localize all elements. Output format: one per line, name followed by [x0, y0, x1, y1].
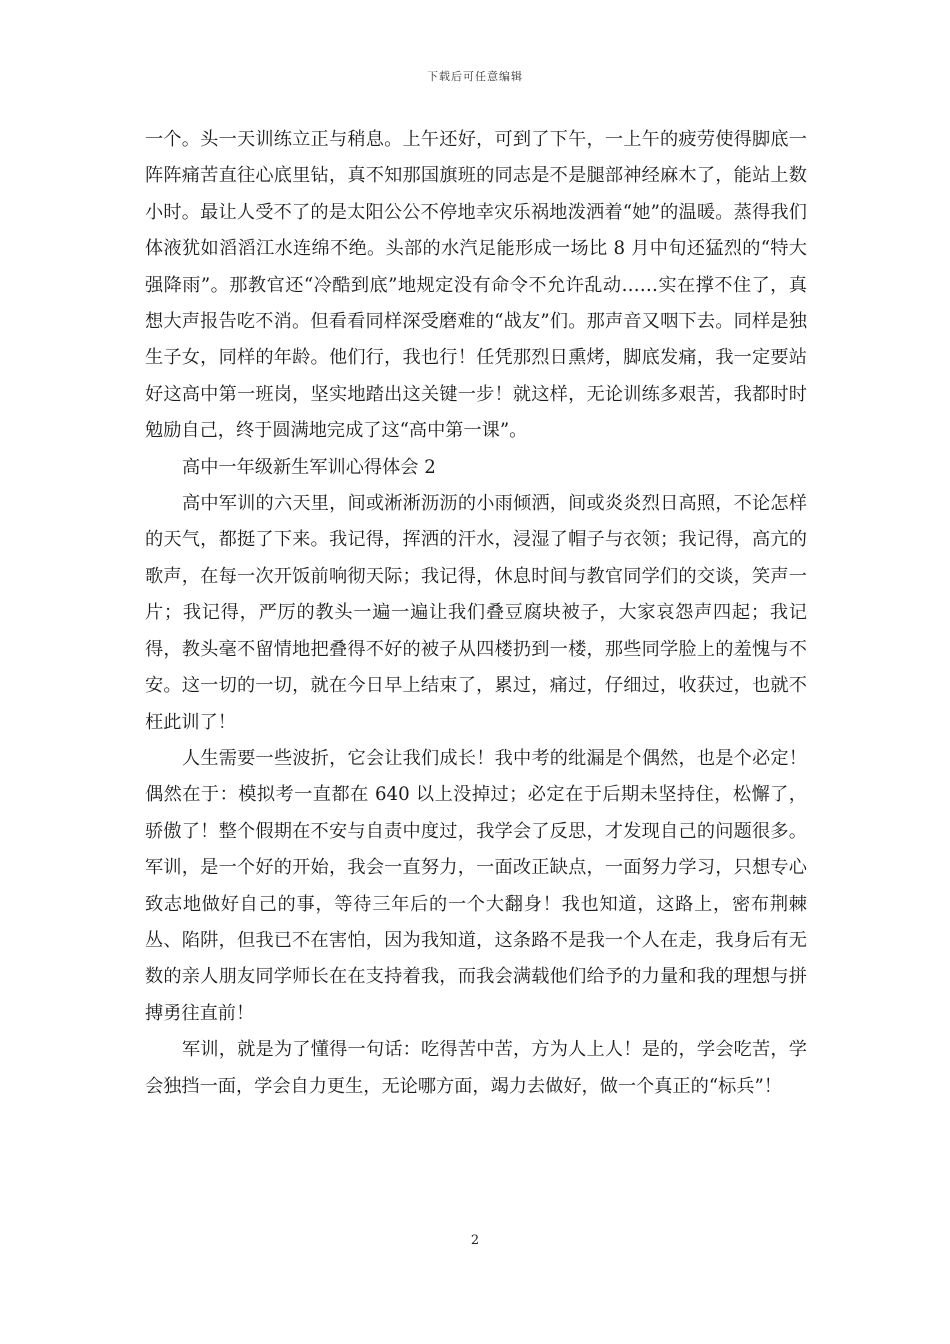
document-body	[145, 122, 807, 1105]
body-paragraph-memories: 高中军训的六天里，间或淅淅沥沥的小雨倾洒，间或炎炎烈日高照，不论怎样的天气，都挺了下来。我记得，挥洒的汗水，浸湿了帽子与衣领；我记得，高亢的歌声，在每一次开饭前响彻天际；我记得，休息时间与教官同学们的交谈，笑声一片；我记得，严厉的教头一遍一遍让我们叠豆腐块被子，大家哀怨声四起；我记得，教头毫不留情地把叠得不好的被子从四楼扔到一楼，那些同学脸上的羞愧与不安。这一切的一切，就在今日早上结束了，累过，痛过，仔细过，收获过，也就不枉此训了！	[145, 493, 807, 733]
page-number: 2	[470, 1233, 480, 1248]
body-paragraph-reflection: 人生需要一些波折，它会让我们成长！我中考的纰漏是个偶然，也是个必定！偶然在于：模拟考一直都在 640 以上没掉过；必定在于后期未坚持住，松懈了，骄傲了！整个假期在不安与自责中度过，我学会了反思，才发现自己的问题很多。军训，是一个好的开始，我会一直努力，一面改正缺点，一面努力学习，只想专心致志地做好自己的事，等待三年后的一个大翻身！我也知道，这路上，密布荆棘丛、陷阱，但我已不在害怕，因为我知道，这条路不是我一个人在走，我身后有无数的亲人朋友同学师长在在支持着我，而我会满载他们给予的力量和我的理想与拼搏勇往直前！	[145, 747, 807, 1024]
section-title: 高中一年级新生军训心得体会 2	[182, 456, 436, 478]
body-paragraph-continuation: 一个。头一天训练立正与稍息。上午还好，可到了下午，一上午的疲劳使得脚底一阵阵痛苦直往心底里钻，真不知那国旗班的同志是不是腿部神经麻木了，能站上数小时。最让人受不了的是太阳公公不停地幸灾乐祸地泼洒着“她”的温暖。蒸得我们体液犹如滔滔江水连绵不绝。头部的水汽足能形成一场比 8 月中旬还猛烈的“特大强降雨”。那教官还“冷酷到底”地规定没有命令不允许乱动……实在撑不住了，真想大声报告吃不消。但看看同样深受磨难的“战友”们。那声音又咽下去。同样是独生子女，同样的年龄。他们行，我也行！任凭那烈日熏烤，脚底发痛，我一定要站好这高中第一班岗，坚实地踏出这关键一步！就这样，无论训练多艰苦，我都时时勉励自己，终于圆满地完成了这“高中第一课”。	[145, 129, 807, 442]
page-header: 下载后可任意编辑	[427, 70, 523, 83]
body-paragraph-conclusion: 军训，就是为了懂得一句话：吃得苦中苦，方为人上人！是的，学会吃苦，学会独挡一面，学会自力更生，无论哪方面，竭力去做好，做一个真正的“标兵”！	[145, 1039, 807, 1097]
